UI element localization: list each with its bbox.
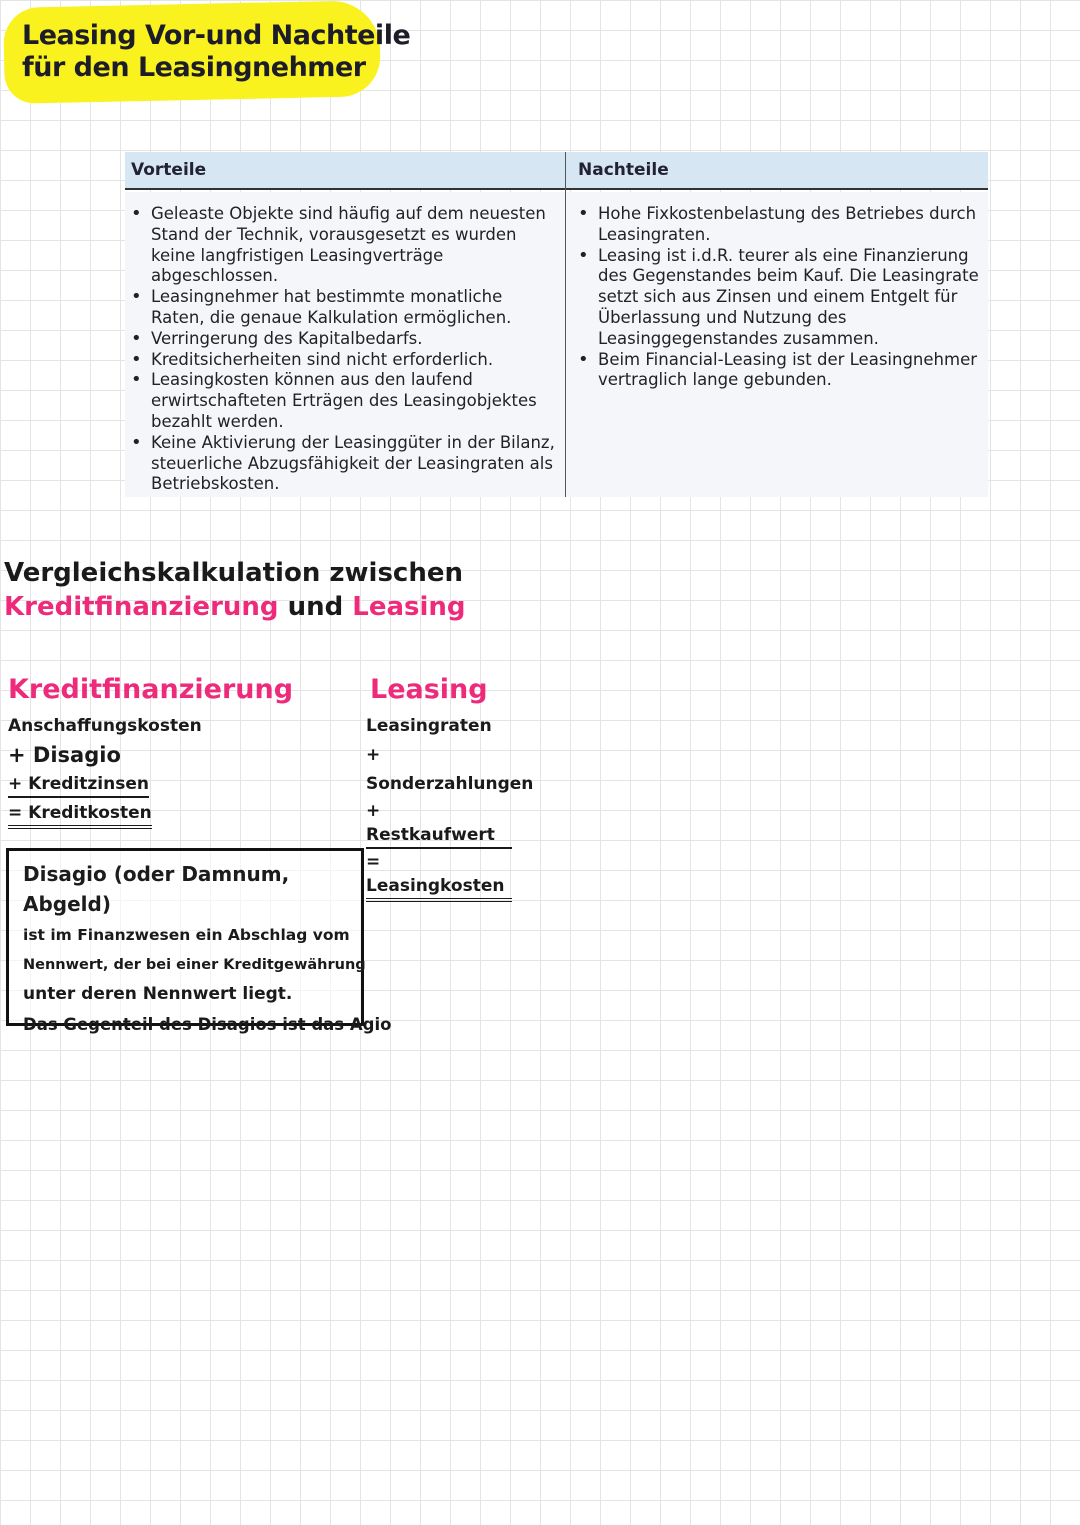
- calc-result: = Leasingkosten: [366, 850, 512, 902]
- page-title: [22, 20, 410, 84]
- column-divider: [565, 152, 566, 497]
- comparison-heading-line-1: Vergleichskalkulation zwischen: [4, 558, 463, 588]
- kredit-title: Kreditfinanzierung: [8, 674, 294, 705]
- list-item: • Leasingkosten können aus den laufend erwirtschafteten Erträgen des Leasingobjektes bezahlt werden.: [131, 370, 557, 432]
- header-vorteile: Vorteile: [125, 152, 565, 190]
- comparison-heading: [4, 556, 466, 624]
- leasing-calculation: [366, 672, 534, 902]
- list-item: • Leasing ist i.d.R. teurer als eine Finanzierung des Gegenstandes beim Kauf. Die Leasingrate setzt sich aus Zinsen und einem Entgelt für Überlassung und Nutzung des Leasinggegenstandes zusammen.: [578, 246, 986, 350]
- title-line-1: Leasing Vor-und Nachteile: [22, 20, 411, 51]
- calc-line: + Disagio: [8, 743, 121, 767]
- title-line-2: für den Leasingnehmer: [22, 52, 366, 83]
- nachteile-list: [578, 204, 986, 391]
- calc-line: + Kreditzinsen: [8, 772, 149, 798]
- calc-line: + Sonderzahlungen: [366, 745, 534, 794]
- pros-cons-table: [125, 152, 988, 497]
- heading-und: und: [278, 592, 353, 622]
- box-line: Nennwert, der bei einer Kreditgewährung: [23, 956, 366, 973]
- heading-leasing: Leasing: [352, 592, 466, 622]
- leasing-title: Leasing: [370, 674, 488, 705]
- list-item: • Beim Financial-Leasing ist der Leasingnehmer vertraglich lange gebunden.: [578, 350, 986, 392]
- calc-line: Leasingraten: [366, 716, 492, 736]
- heading-kreditfinanzierung: Kreditfinanzierung: [4, 592, 279, 622]
- disagio-definition-box: [6, 848, 392, 1034]
- list-item: • Leasingnehmer hat bestimmte monatliche Raten, die genaue Kalkulation ermöglichen.: [131, 287, 557, 329]
- box-line: unter deren Nennwert liegt.: [23, 984, 293, 1004]
- list-item: • Verringerung des Kapitalbedarfs.: [131, 329, 557, 350]
- list-item: • Geleaste Objekte sind häufig auf dem neuesten Stand der Technik, vorausgesetzt es wurden keine langfristigen Leasingverträge abgeschlossen.: [131, 204, 557, 287]
- kredit-calculation: [8, 672, 294, 829]
- box-line: Das Gegenteil des Disagios ist das Agio: [23, 1014, 392, 1034]
- calc-line: Anschaffungskosten: [8, 716, 202, 736]
- list-item: • Hohe Fixkostenbelastung des Betriebes durch Leasingraten.: [578, 204, 986, 246]
- box-title: Disagio (oder Damnum, Abgeld): [23, 862, 290, 916]
- vorteile-list: [131, 204, 557, 495]
- list-item: • Keine Aktivierung der Leasinggüter in der Bilanz, steuerliche Abzugsfähigkeit der Leasingraten als Betriebskosten.: [131, 433, 557, 495]
- calc-line: + Restkaufwert: [366, 799, 512, 849]
- list-item: • Kreditsicherheiten sind nicht erforderlich.: [131, 350, 557, 371]
- box-line: ist im Finanzwesen ein Abschlag vom: [23, 926, 350, 944]
- header-nachteile: Nachteile: [566, 152, 988, 190]
- calc-result: = Kreditkosten: [8, 801, 152, 829]
